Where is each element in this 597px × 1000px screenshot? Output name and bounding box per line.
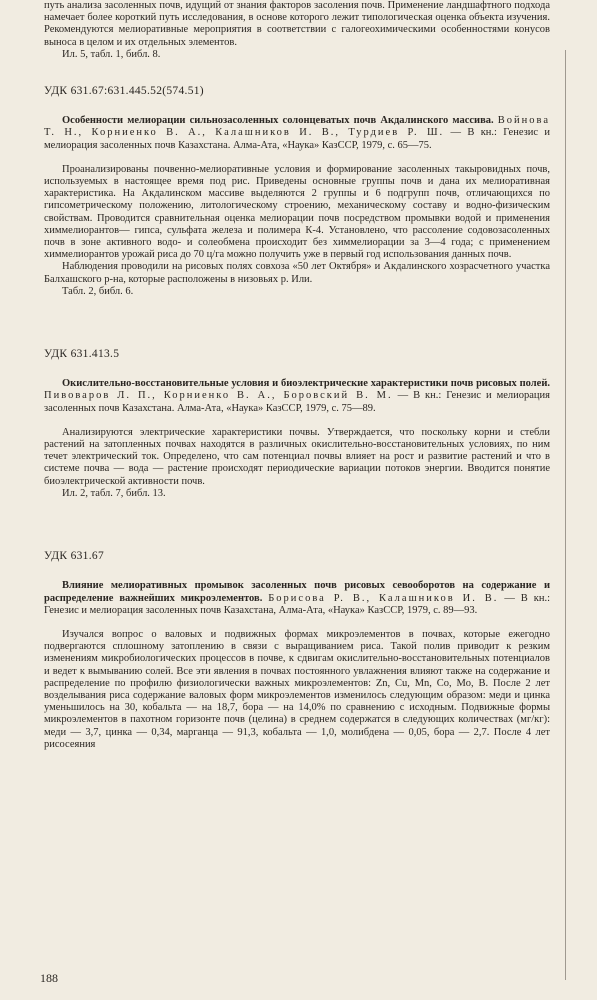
page-number: 188 (40, 971, 58, 985)
entry-title: Особенности мелиорации сильнозасоленных солонцеватых почв Акдалинского массива. (62, 115, 494, 127)
entry-paragraph: Изучался вопрос о валовых и подвижных формах микроэлементов в почвах, которые ежегодно подвергаются сплошному затоплению в связи с выращиванием риса. Такой полив приводит к резким изменениям микробиологических процессов в почве, к сдвигам окислительно-восстановительных потенциалов и ведет к вымыванию солей. Все эти явления в почвах постоянного увлажнения влияют также на содержание и распределение по профилю физиологически важных микроэлементов: Zn, Cu, Mn, Co, Mo, B. После 2 лет возделывания риса содержание валовых форм микроэлементов изменилось следующим образом: меди и цинка уменьшилось на 30, кобальта — на 18,7, бора — на 14,0% по сравнению с исходным. Подвижные формы микроэлементов в пахотном горизонте почв (целина) в среднем содержатся в следующих количествах (мг/кг): меди — 3,7, цинка — 0,34, марганца — 91,3, кобальта — 1,0, молибдена — 0,05, бора — 2,7. После 4 лет рисосеяния (44, 628, 550, 750)
udk-code: УДК 631.67:631.445.52(574.51) (44, 85, 204, 98)
entry-source: — В кн.: Генезис и мелиорация засоленных почв Казахстана. Алма-Ата, «Наука» КазССР, 1979, с. 75—89. (44, 390, 550, 414)
entry-source: — В кн.: Генезис и мелиорация засоленных почв Казахстана, Алма-Ата, «Наука» КазССР, 1979, с. 89—93. (44, 592, 551, 616)
entry-authors: Войнова Т. Н., Корниенко В. А., Калашников И. В., Турдиев Р. Ш. (44, 115, 550, 139)
abstract-entry-2 (44, 348, 550, 500)
page-body (44, 0, 550, 751)
entry-heading (44, 115, 550, 152)
entry-paragraph: Анализируются электрические характеристики почвы. Утверждается, что поскольку корни и стебли растений на затопленных почвах находятся в различных окислительно-восстановительных условиях, по ним течет электрический ток. Определено, что сам потенциал почвы влияет на рост и развитие растений и что в системе почва — вода — растение происходят периодические вариации потоков энергии. Вводится понятие биоэлектрической активности почв. (44, 426, 550, 487)
intro-refs: Ил. 5, табл. 1, библ. 8. (62, 48, 161, 60)
entry-paragraph: Проанализированы почвенно-мелиоративные условия и формирование засоленных такыровидных почв, используемых в настоящее время под рис. Приведены основные группы почв и дана их мелиоративная характеристика. На Акдалинском массиве выделяются 2 группы и 6 подгрупп почв, отличающихся по гипсометрическому положению, литологическому строению, механическому составу и водно-физическим свойствам. Проводится сравнительная оценка мелиорации почв посредством промывки водой и применения химмелиорантов— гипса, сульфата железа и полимера К-4. Установлено, что рассоление содовозасоленных почв в зоне активного водо- и солеобмена происходит без химмелиорации за 3—4 года; с применением химмелиорантов урожай риса до 70 ц/га можно получить уже в первый год использования данных почв. (44, 163, 550, 261)
entry-refs: Ил. 2, табл. 7, библ. 13. (62, 487, 166, 499)
abstract-entry-1 (44, 85, 550, 298)
udk-code: УДК 631.67 (44, 550, 104, 563)
udk-code: УДК 631.413.5 (44, 348, 120, 361)
entry-heading (44, 580, 550, 617)
page-edge-rule (565, 50, 566, 980)
entry-title: Окислительно-восстановительные условия и биоэлектрические характеристики почв рисовых полей. (62, 378, 550, 390)
abstract-entry-3 (44, 550, 550, 751)
entry-heading (44, 378, 550, 415)
entry-refs: Табл. 2, библ. 6. (62, 285, 134, 297)
entry-authors: Борисова Р. В., Калашников И. В. (268, 592, 499, 604)
entry-paragraph: Наблюдения проводили на рисовых полях совхоза «50 лет Октября» и Акдалинского хозрасчетного участка Балхашского р-на, которые расположены в низовьях р. Или. (44, 261, 550, 285)
intro-paragraph: путь анализа засоленных почв, идущий от знания факторов засоления почв. Применение ландшафтного подхода намечает более короткий путь исследования, в основе которого лежит типологическая оценка объекта изучения. Рекомендуются мелиоративные мероприятия в соответствии с галогеохимическими особенностями конусов выноса в целом и их отдельных элементов. (44, 0, 550, 48)
entry-authors: Пивоваров Л. П., Корниенко В. А., Боровский В. М. (44, 390, 393, 402)
entry-source: — В кн.: Генезис и мелиорация засоленных почв Казахстана. Алма-Ата, «Наука» КазССР, 1979, с. 65—75. (44, 127, 551, 151)
entry-title: Влияние мелиоративных промывок засоленных почв рисовых севооборотов на содержание и распределение важнейших микроэлементов. (44, 580, 550, 604)
intro-block (44, 0, 550, 61)
